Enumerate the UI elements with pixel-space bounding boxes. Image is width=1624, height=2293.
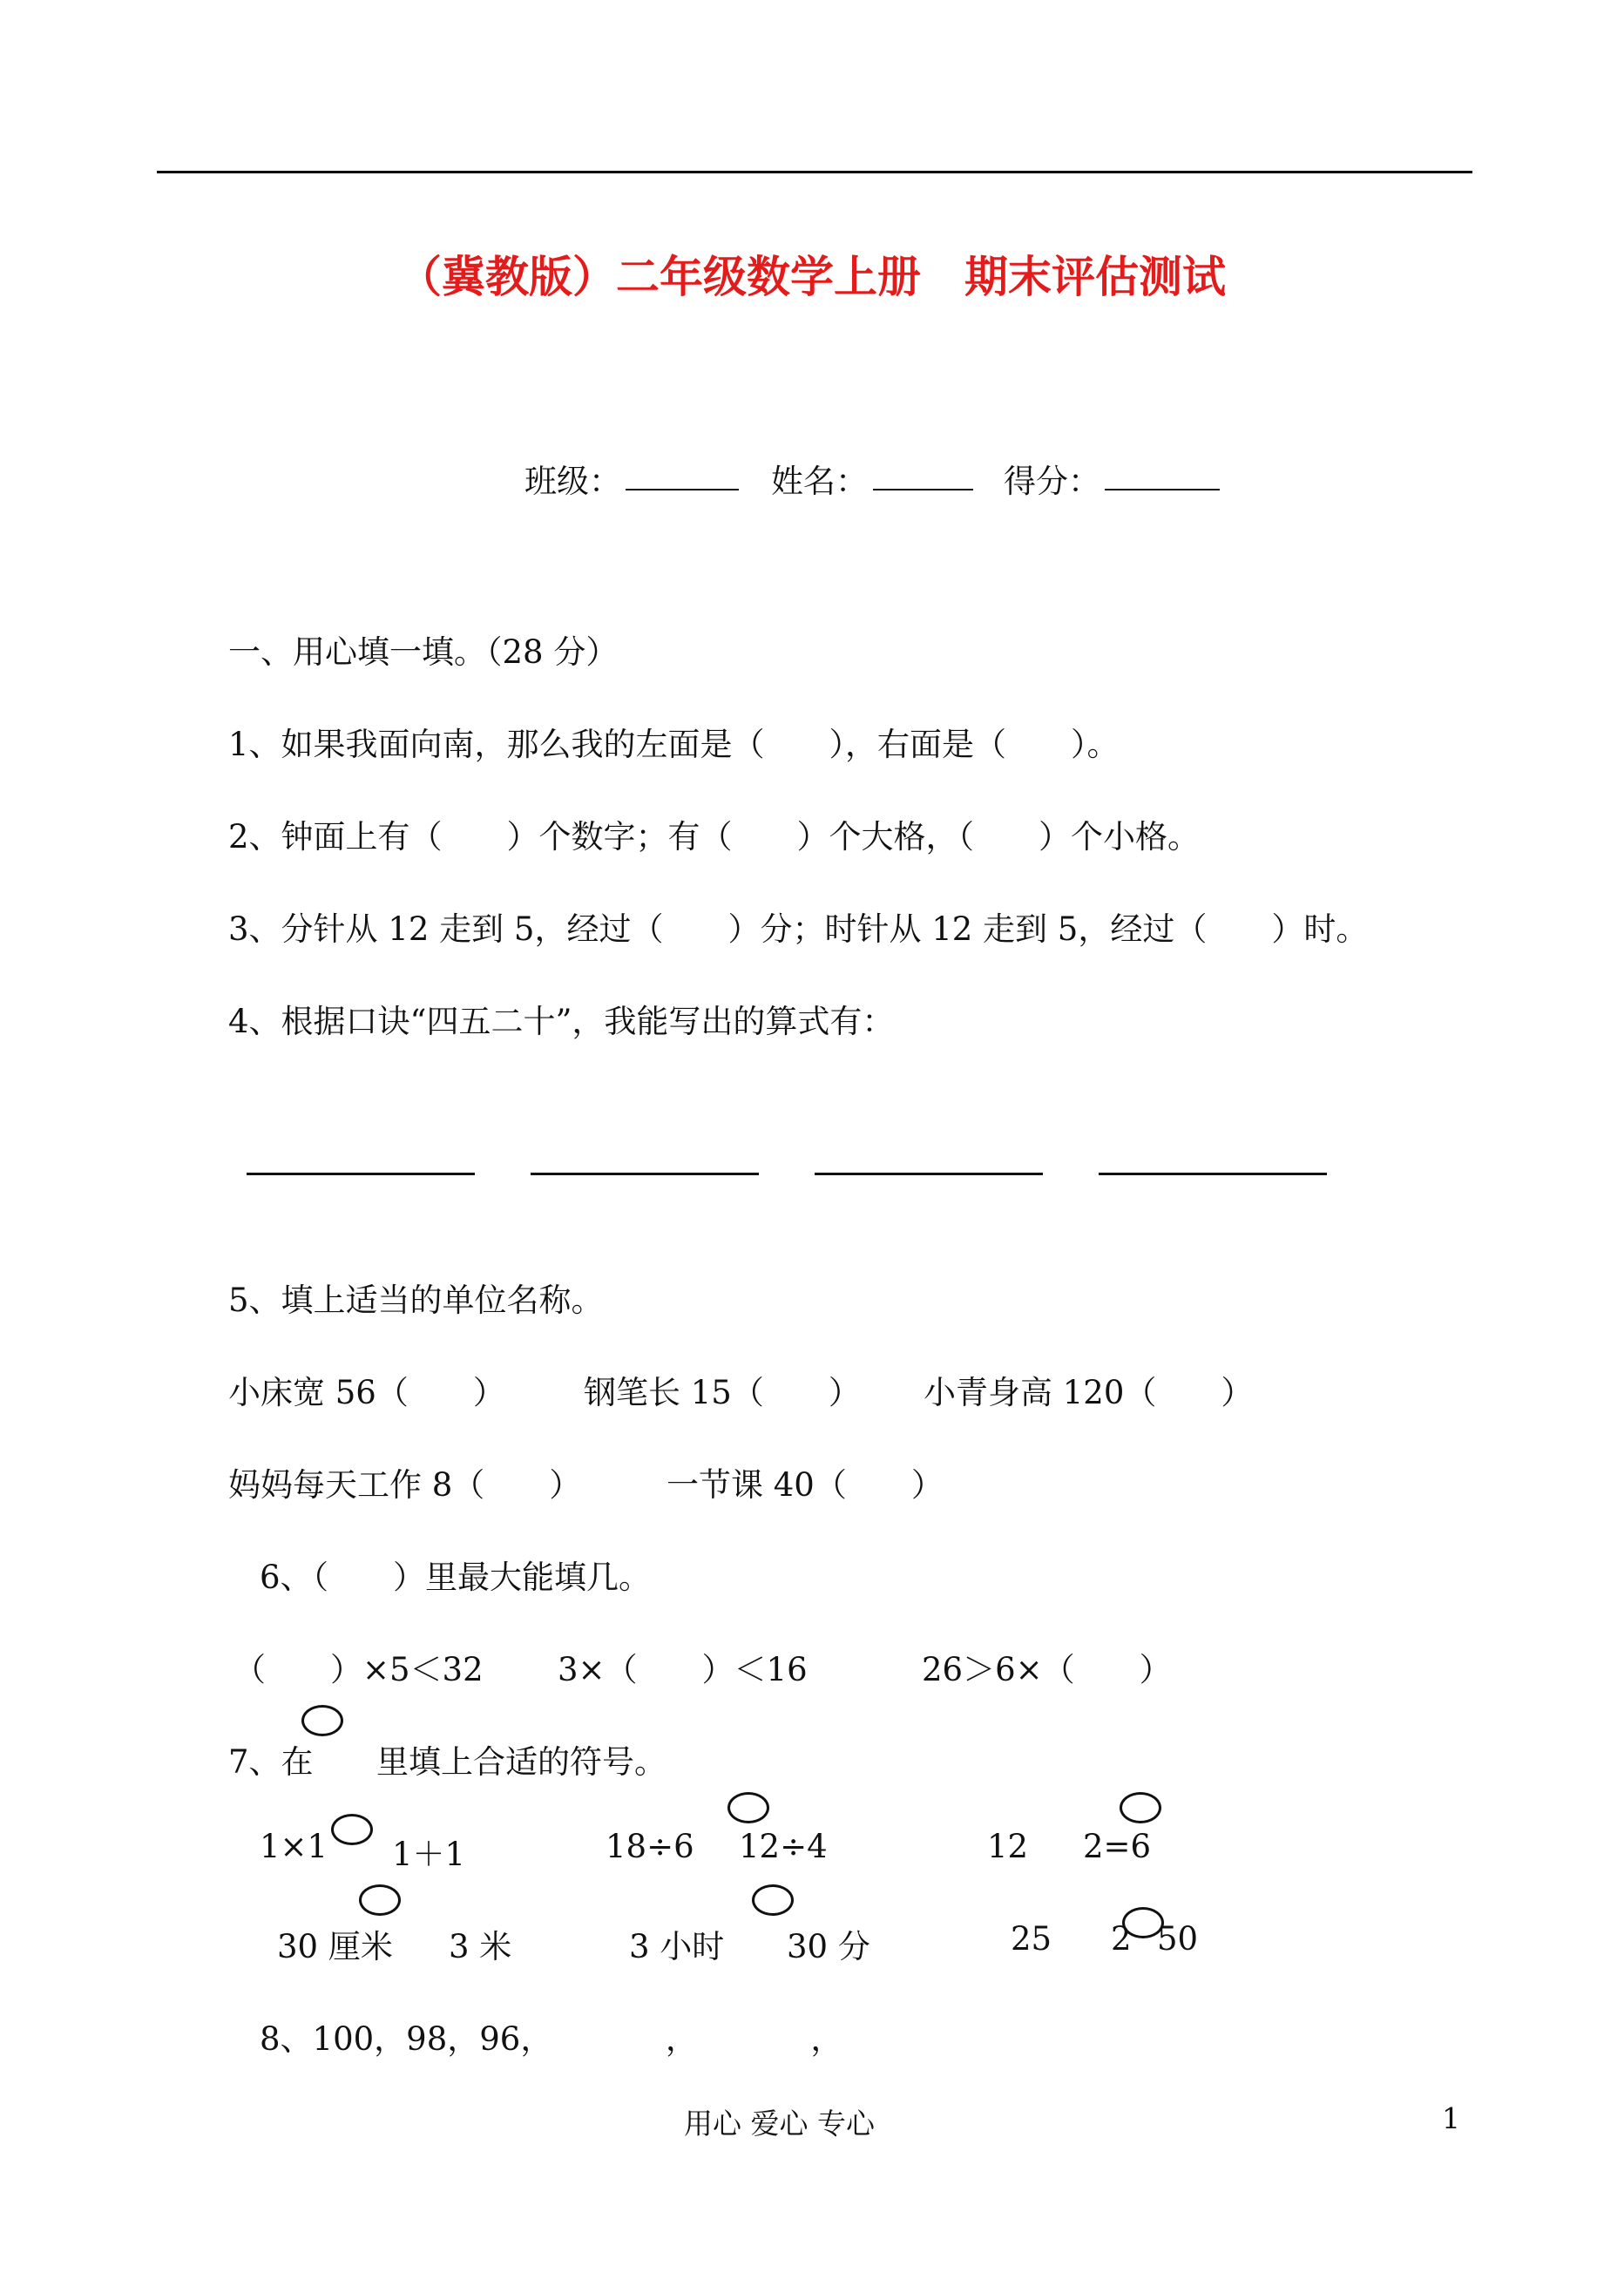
answer-line[interactable] xyxy=(531,1173,759,1175)
question-2: 2、钟面上有（ ）个数字；有（ ）个大格，（ ）个小格。 xyxy=(228,818,1201,856)
compare-circle[interactable] xyxy=(331,1814,373,1845)
unit-item: 小床宽 56（ ） xyxy=(228,1374,505,1411)
max-fill-item: 26＞6×（ ） xyxy=(922,1651,1172,1688)
question-4: 4、根据口诀“四五二十”，我能写出的算式有： xyxy=(228,1003,895,1040)
compare-left: 18÷6 xyxy=(606,1828,694,1865)
answer-line[interactable] xyxy=(247,1173,475,1175)
question-7-prefix: 7、在 xyxy=(228,1743,314,1781)
page-title: （冀教版）二年级数学上册 期末评估测试 xyxy=(398,252,1226,302)
question-8: 8、100，98，96， ， ， xyxy=(260,2020,843,2058)
compare-right: 30 分 xyxy=(787,1928,870,1965)
unit-item: 小青身高 120（ ） xyxy=(924,1374,1254,1411)
name-label: 姓名： xyxy=(771,463,868,500)
question-5: 5、填上适当的单位名称。 xyxy=(228,1282,604,1319)
compare-circle[interactable] xyxy=(359,1884,401,1916)
compare-left: 12 xyxy=(987,1828,1029,1865)
name-blank[interactable] xyxy=(873,489,973,490)
compare-right: 3 米 xyxy=(449,1928,512,1965)
max-fill-item: 3×（ ）＜16 xyxy=(558,1651,808,1688)
class-blank[interactable] xyxy=(626,489,739,490)
compare-right: 12÷4 xyxy=(739,1828,828,1865)
class-label: 班级： xyxy=(524,463,621,500)
compare-circle[interactable] xyxy=(752,1884,794,1916)
unit-item: 妈妈每天工作 8（ ） xyxy=(228,1466,582,1504)
question-7-suffix: 里填上合适的符号。 xyxy=(376,1743,667,1781)
compare-right: 50 xyxy=(1157,1920,1199,1958)
compare-left: 3 小时 xyxy=(629,1928,725,1965)
compare-right: 2=6 xyxy=(1083,1828,1152,1865)
compare-mid: 2 xyxy=(1111,1920,1132,1958)
unit-item: 一节课 40（ ） xyxy=(667,1466,944,1504)
footer-motto: 用心 爱心 专心 xyxy=(684,2107,875,2141)
unit-item: 钢笔长 15（ ） xyxy=(584,1374,861,1411)
compare-left: 25 xyxy=(1011,1920,1052,1958)
header-rule xyxy=(157,171,1472,173)
compare-circle[interactable] xyxy=(727,1792,769,1823)
section-heading: 一、用心填一填。（28 分） xyxy=(228,633,619,671)
compare-left: 30 厘米 xyxy=(277,1928,393,1965)
compare-left: 1×1 xyxy=(260,1828,328,1865)
score-blank[interactable] xyxy=(1105,489,1220,490)
question-1: 1、如果我面向南，那么我的左面是（ ），右面是（ ）。 xyxy=(228,726,1120,763)
compare-circle[interactable] xyxy=(1120,1792,1161,1823)
score-label: 得分： xyxy=(1004,463,1100,500)
answer-line[interactable] xyxy=(815,1173,1043,1175)
circle-symbol xyxy=(301,1705,343,1736)
compare-right: 1＋1 xyxy=(392,1836,466,1873)
page-number: 1 xyxy=(1442,2101,1460,2135)
answer-line[interactable] xyxy=(1099,1173,1327,1175)
question-6: 6、（ ）里最大能填几。 xyxy=(260,1559,652,1596)
question-3: 3、分针从 12 走到 5，经过（ ）分；时针从 12 走到 5，经过（ ）时。 xyxy=(228,910,1369,948)
max-fill-item: （ ）×5＜32 xyxy=(233,1651,484,1688)
